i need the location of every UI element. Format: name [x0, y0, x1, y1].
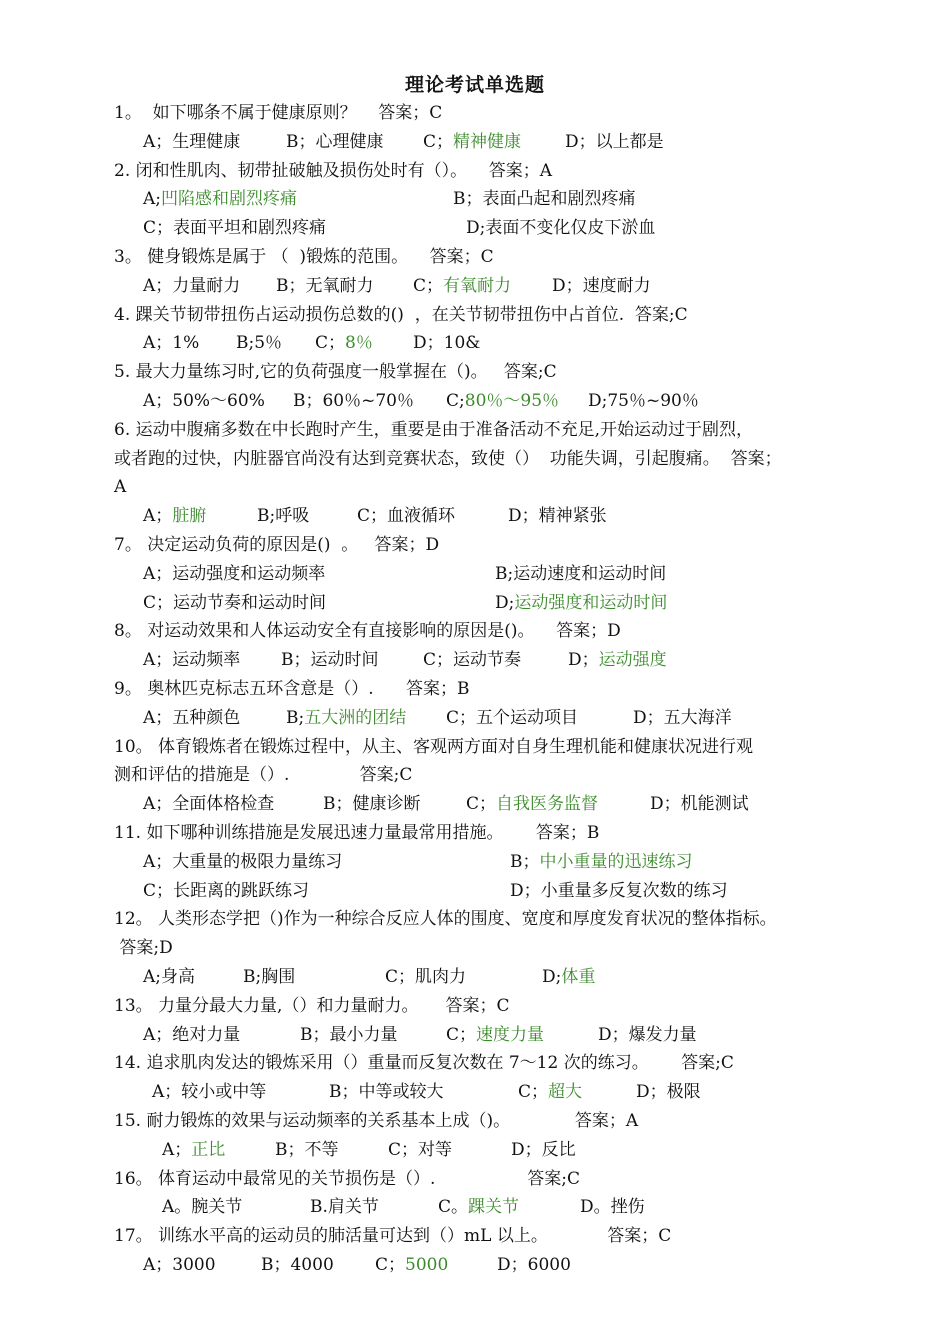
option — [633, 706, 732, 730]
option-text: C； — [413, 276, 444, 296]
option-text: B； — [510, 852, 540, 872]
question-stem-continued: 测和评估的措施是（）. 答案;C — [114, 765, 413, 785]
option-text: B；不等 — [275, 1140, 339, 1160]
option — [236, 331, 282, 355]
option — [497, 1253, 571, 1277]
option-text: A；1% — [143, 333, 200, 353]
option — [143, 792, 274, 816]
option — [143, 965, 195, 989]
option — [453, 187, 636, 211]
option-text: A；运动强度和运动频率 — [143, 564, 326, 584]
option-correct — [315, 331, 373, 355]
option-answer-highlight: 80％～95％ — [464, 391, 560, 411]
option-text: D；机能测试 — [650, 794, 749, 814]
question-stem: 17。 训练水平高的运动员的肺活量可达到（）mL 以上。 答案；C — [114, 1226, 672, 1246]
question-stem: 15. 耐力锻炼的效果与运动频率的关系基本上成（)。 答案；A — [114, 1111, 639, 1131]
option-text: B；中等或较大 — [329, 1082, 444, 1102]
option — [143, 216, 326, 240]
question-stem: 7。 决定运动负荷的原因是() 。 答案；D — [114, 535, 440, 555]
option — [357, 504, 455, 528]
option-text: C； — [518, 1082, 549, 1102]
option — [495, 562, 666, 586]
option — [261, 1253, 334, 1277]
option-text: D；速度耐力 — [552, 276, 651, 296]
option-answer-highlight: 超大 — [548, 1082, 583, 1102]
option-text: A； — [162, 1140, 192, 1160]
option-correct — [438, 1195, 519, 1219]
option — [565, 130, 664, 154]
option-text: A；3000 — [143, 1255, 216, 1275]
option — [286, 130, 384, 154]
option-text: C；五个运动项目 — [446, 708, 579, 728]
option — [257, 504, 309, 528]
option-text: A;身高 — [143, 967, 196, 987]
option-correct — [518, 1080, 582, 1104]
option — [281, 648, 379, 672]
option-text: D;75％~90％ — [588, 391, 699, 411]
option-text: D；小重量多反复次数的练习 — [510, 881, 728, 901]
option-answer-highlight: 运动强度 — [598, 650, 667, 670]
option-text: D；6000 — [497, 1255, 571, 1275]
option-answer-highlight: 有氧耐力 — [443, 276, 512, 296]
option-text: A；五种颜色 — [143, 708, 241, 728]
option — [152, 1080, 266, 1104]
option-text: B;胸围 — [243, 967, 296, 987]
question-stem: 10。 体育锻炼者在锻炼过程中，从主、客观两方面对自身生理机能和健康状况进行观 — [114, 737, 754, 757]
option-text: A；生理健康 — [143, 132, 241, 152]
option — [552, 274, 651, 298]
option — [293, 389, 414, 413]
option — [162, 1195, 242, 1219]
option-text: A； — [143, 506, 173, 526]
option-text: B; — [286, 708, 305, 728]
option-text: B；60％~70％ — [293, 391, 415, 411]
option-text: A；大重量的极限力量练习 — [143, 852, 343, 872]
option — [508, 504, 607, 528]
option — [588, 389, 699, 413]
option — [388, 1138, 452, 1162]
option — [423, 648, 521, 672]
option-text: D；精神紧张 — [508, 506, 607, 526]
question-stem-continued: A — [114, 477, 127, 497]
option-text: C；表面平坦和剧烈疼痛 — [143, 218, 327, 238]
option-text: C； — [423, 132, 454, 152]
option — [143, 274, 240, 298]
option — [310, 1195, 379, 1219]
option-answer-highlight: 速度力量 — [476, 1025, 545, 1045]
option-text: A；50%～60% — [143, 391, 265, 411]
option — [143, 706, 240, 730]
option-text: D; — [542, 967, 562, 987]
question-stem: 4. 踝关节韧带扭伤占运动损伤总数的() ，在关节韧带扭伤中占首位. 答案;C — [114, 305, 688, 325]
option-text: C； — [375, 1255, 406, 1275]
option-text: D；五大海洋 — [633, 708, 732, 728]
option — [323, 792, 421, 816]
option — [143, 850, 342, 874]
option-text: A；绝对力量 — [143, 1025, 241, 1045]
option-answer-highlight: 精神健康 — [453, 132, 522, 152]
option-text: B；健康诊断 — [323, 794, 421, 814]
option-text: D；极限 — [636, 1082, 701, 1102]
option-answer-highlight: 踝关节 — [468, 1197, 520, 1217]
option-text: B；表面凸起和剧烈疼痛 — [453, 189, 636, 209]
option-text: D；爆发力量 — [598, 1025, 697, 1045]
document-title: 理论考试单选题 — [404, 74, 545, 96]
option-text: D；10& — [413, 333, 481, 353]
option-answer-highlight: 脏腑 — [172, 506, 207, 526]
question-stem: 12。 人类形态学把（)作为一种综合反应人体的围度、宽度和厚度发育状况的整体指标。 — [114, 909, 777, 929]
option-text: C； — [315, 333, 346, 353]
option-text: C；长距离的跳跃练习 — [143, 881, 310, 901]
option — [598, 1023, 697, 1047]
option-text: B；运动时间 — [281, 650, 379, 670]
option-text: D;表面不变化仅皮下淤血 — [466, 218, 656, 238]
question-stem: 6. 运动中腹痛多数在中长跑时产生，重要是由于准备活动不充足,开始运动过于剧烈， — [114, 420, 754, 440]
option-answer-highlight: 正比 — [191, 1140, 226, 1160]
option-correct — [446, 389, 559, 413]
question-stem: 13。 力量分最大力量,（）和力量耐力。 答案；C — [114, 996, 510, 1016]
option-text: A；较小或中等 — [152, 1082, 267, 1102]
question-stem: 3。 健身锻炼是属于 （ )锻炼的范围。 答案；C — [114, 247, 494, 267]
option-text: C。 — [438, 1197, 469, 1217]
option — [636, 1080, 701, 1104]
option-text: A; — [143, 189, 162, 209]
option-text: D; — [495, 593, 515, 613]
option — [143, 1023, 240, 1047]
option-text: C；血液循环 — [357, 506, 456, 526]
option-text: D； — [568, 650, 599, 670]
option-correct — [466, 792, 598, 816]
option-text: B.肩关节 — [310, 1197, 379, 1217]
option-correct — [375, 1253, 448, 1277]
question-stem-continued: 或者跑的过快，内脏器官尚没有达到竞赛状态，致使（） 功能失调，引起腹痛。 答案； — [114, 449, 782, 469]
option — [300, 1023, 398, 1047]
option — [143, 1253, 216, 1277]
option-text: B；无氧耐力 — [276, 276, 374, 296]
question-stem: 9。 奥林匹克标志五环含意是（）. 答案；B — [114, 679, 470, 699]
option-text: B；4000 — [261, 1255, 334, 1275]
question-stem: 16。 体育运动中最常见的关节损伤是（）. 答案;C — [114, 1169, 581, 1189]
question-stem: 5. 最大力量练习时,它的负荷强度一般掌握在（)。 答案;C — [114, 362, 557, 382]
option-text: A；运动频率 — [143, 650, 241, 670]
option-text: B；心理健康 — [286, 132, 384, 152]
option — [143, 591, 326, 615]
option-correct — [542, 965, 595, 989]
option-text: C； — [466, 794, 497, 814]
option — [650, 792, 749, 816]
option — [143, 331, 199, 355]
option — [580, 1195, 645, 1219]
option-text: D；反比 — [511, 1140, 576, 1160]
option — [143, 879, 309, 903]
option-correct — [568, 648, 667, 672]
option-answer-highlight: 中小重量的迅速练习 — [539, 852, 693, 872]
option-text: A；力量耐力 — [143, 276, 241, 296]
option-answer-highlight: 凹陷感和剧烈疼痛 — [161, 189, 298, 209]
option-answer-highlight: 自我医务监督 — [496, 794, 599, 814]
option — [275, 1138, 339, 1162]
option-text: C; — [446, 391, 465, 411]
question-stem: 14. 追求肌肉发达的锻炼采用（）重量而反复次数在 7～12 次的练习。 答案;C — [114, 1053, 734, 1073]
question-stem: 1。 如下哪条不属于健康原则？ 答案；C — [114, 103, 443, 123]
option — [446, 706, 578, 730]
option — [511, 1138, 576, 1162]
option-answer-highlight: 5000 — [405, 1255, 449, 1275]
option-text: A。腕关节 — [162, 1197, 243, 1217]
option — [243, 965, 295, 989]
option — [466, 216, 655, 240]
option-text: B;5％ — [236, 333, 283, 353]
option — [276, 274, 374, 298]
option-correct — [446, 1023, 544, 1047]
option-correct — [495, 591, 667, 615]
option-text: B;呼吸 — [257, 506, 310, 526]
option — [143, 389, 265, 413]
option-correct — [143, 187, 297, 211]
option-answer-highlight: 体重 — [561, 967, 596, 987]
option-text: C； — [446, 1025, 477, 1045]
option — [143, 130, 240, 154]
option-answer-highlight: 五大洲的团结 — [304, 708, 407, 728]
question-stem: 2. 闭和性肌肉、韧带扯破触及损伤处时有（）。 答案；A — [114, 161, 553, 181]
option — [385, 965, 466, 989]
option-answer-highlight: 8％ — [345, 333, 373, 353]
option-correct — [510, 850, 693, 874]
option-correct — [413, 274, 511, 298]
option-text: C；肌肉力 — [385, 967, 467, 987]
option-correct — [423, 130, 521, 154]
question-stem: 8。 对运动效果和人体运动安全有直接影响的原因是()。 答案；D — [114, 621, 621, 641]
option-answer-highlight: 运动强度和运动时间 — [514, 593, 668, 613]
option-correct — [286, 706, 406, 730]
option — [329, 1080, 444, 1104]
question-stem-continued: 答案;D — [114, 938, 173, 958]
option-correct — [162, 1138, 225, 1162]
option — [143, 562, 325, 586]
option-text: C；对等 — [388, 1140, 453, 1160]
option-text: B;运动速度和运动时间 — [495, 564, 667, 584]
question-stem: 11. 如下哪种训练措施是发展迅速力量最常用措施。 答案；B — [114, 823, 600, 843]
option-text: C；运动节奏和运动时间 — [143, 593, 327, 613]
option-text: D。挫伤 — [580, 1197, 645, 1217]
option — [510, 879, 728, 903]
option — [413, 331, 480, 355]
option-text: C；运动节奏 — [423, 650, 522, 670]
option-correct — [143, 504, 206, 528]
option-text: B；最小力量 — [300, 1025, 398, 1045]
option-text: A；全面体格检查 — [143, 794, 275, 814]
option — [143, 648, 240, 672]
option-text: D；以上都是 — [565, 132, 664, 152]
